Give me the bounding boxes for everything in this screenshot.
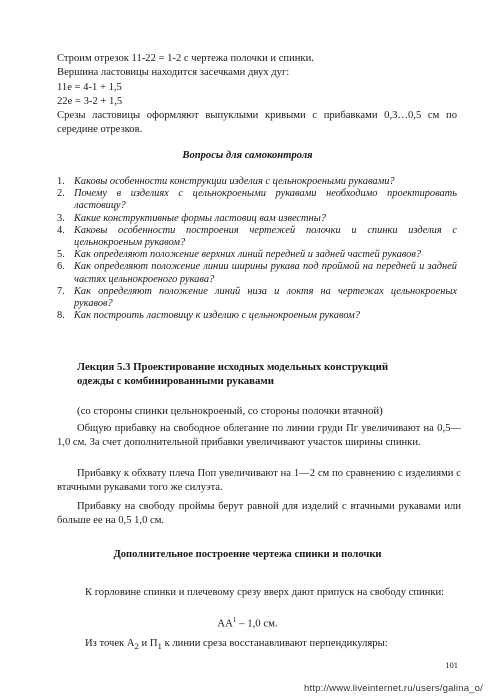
question-number: 6. (57, 261, 65, 273)
question-item (57, 310, 457, 322)
formula-line: 11e = 4-1 + 1,5 (57, 82, 122, 93)
formula-aa1 (0, 616, 495, 630)
paragraph-armhole-allowance: Прибавку на свободу проймы берут равной для изделий с втачными рукавами или больше ее на 0,5 1,0 см. (57, 501, 461, 526)
question-item (57, 261, 457, 285)
paragraph-chest-allowance: Общую прибавку на свободное облегание по линии груди Пг увеличивают на 0,5—1,0 см. За счет дополнительной прибавки увеличивают участок ширины спинки. (57, 423, 461, 448)
text-fragment: Из точек А (85, 638, 135, 649)
question-item (57, 176, 457, 188)
question-item (57, 286, 457, 310)
question-number: 3. (57, 212, 65, 224)
combo-note: (со стороны спинки цельнокроеный, со стороны полочки втачной) (77, 405, 383, 417)
formula-line: 22e = 3-2 + 1,5 (57, 96, 123, 107)
question-item (57, 225, 457, 249)
question-text: Каковы особенности конструкции изделия с цельнокроеными рукавами? (74, 176, 395, 187)
text-line: Строим отрезок 11-22 = 1-2 с чертежа полочки и спинки. (57, 53, 314, 64)
question-text: Как построить ластовицу к изделию с цельнокроеным рукавом? (74, 310, 360, 322)
formula-main: AA (217, 617, 233, 630)
text-fragment: к линии среза восстанавливают перпендикуляры: (161, 638, 388, 649)
question-number: 1. (57, 176, 65, 187)
allowance-paragraph: К горловине спинки и плечевому срезу вверх дают припуск на свободу спинки: (85, 587, 445, 598)
text-line: Вершина ластовицы находится засечками двух дуг: (57, 67, 290, 78)
question-number: 2. (57, 188, 65, 200)
seams-paragraph: Срезы ластовицы оформляют выпуклыми кривыми с прибавками 0,3…0,5 см по середине отрезков. (57, 110, 457, 135)
question-item (57, 188, 457, 212)
page-number: 101 (445, 660, 458, 670)
question-text: Какие конструктивные формы ластовиц вам известны? (74, 212, 326, 224)
self-check-heading: Вопросы для самоконтроля (182, 150, 313, 161)
lecture-title-line-2: одежды с комбинированными рукавами (77, 375, 274, 387)
formula-superscript: 1 (232, 616, 237, 624)
perpendiculars-line (85, 637, 388, 653)
additional-construction-heading: Дополнительное построение чертежа спинки и полочки (113, 549, 382, 560)
question-text: Как определяют положение верхних линий передней и задней частей рукавов? (74, 249, 422, 261)
question-text: Почему в изделиях с цельнокроеными рукавами необходимо проектировать ластовицу? (74, 188, 457, 212)
question-number: 4. (57, 224, 65, 236)
question-number: 5. (57, 249, 65, 261)
question-item (57, 249, 457, 261)
question-text: Как определяют положение линии ширины рукава под проймой на передней и задней частях цельнокроеного рукава? (74, 261, 457, 285)
question-number: 8. (57, 310, 65, 322)
question-text: Как определяют положение линий низа и локтя на чертежах цельнокроеных рукавов? (74, 285, 457, 310)
questions-list (57, 176, 457, 322)
formula-rest: – 1,0 см. (236, 617, 278, 630)
question-number: 7. (57, 285, 65, 297)
source-url-watermark: http://www.liveinternet.ru/users/galina_o/ (304, 683, 483, 694)
text-fragment: и П (138, 638, 158, 649)
subscript: 1 (157, 641, 162, 652)
question-item (57, 213, 457, 225)
lecture-title (77, 360, 437, 388)
subscript: 2 (134, 641, 139, 652)
lecture-title-line-1: Лекция 5.3 Проектирование исходных модельных конструкций (77, 361, 389, 373)
paragraph-shoulder-allowance: Прибавку к обхвату плеча Поп увеличивают на 1—2 см по сравнению с изделиями с втачными рукавами того же силуэта. (57, 468, 461, 493)
question-text: Каковы особенности построения чертежей полочки и спинки изделия с цельнокроеным рукавом? (74, 224, 457, 249)
